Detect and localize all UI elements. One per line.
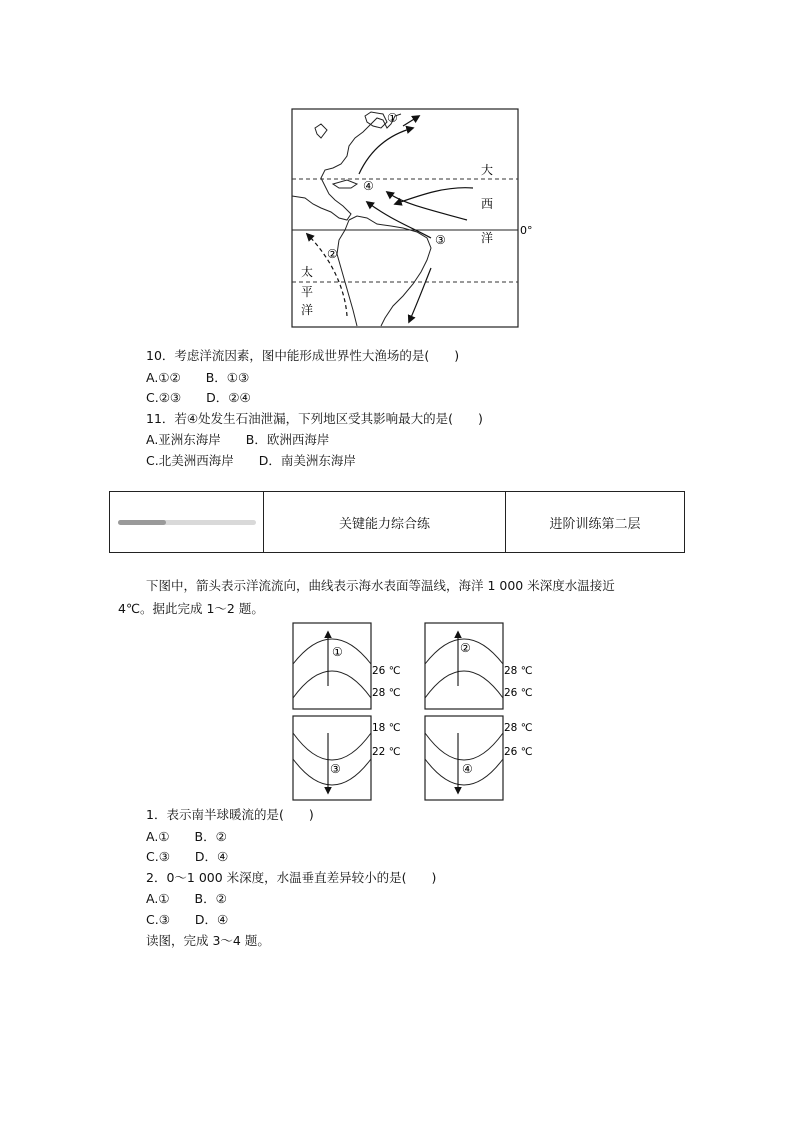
panel-3-temp-1: 18 ℃ [372,722,401,734]
banner-center-label: 关键能力综合练 [338,516,430,532]
current-mark-4: ④ [363,179,374,193]
current-mark-1: ① [387,111,398,125]
q2-stem: 2．0～1 000 米深度，水温垂直差异较小的是( ) [146,870,437,885]
q2-options-cd: C.③ D．④ [146,912,229,927]
q11-stem: 11．若④处发生石油泄漏，下列地区受其影响最大的是( ) [146,411,483,426]
q11-options-cd: C.北美洲西海岸 D．南美洲东海岸 [146,453,356,468]
pacific-label-3: 洋 [301,303,314,317]
q11-options-ab: A.亚洲东海岸 B．欧洲西海岸 [146,432,330,447]
panel-4-temp-1: 28 ℃ [504,722,533,734]
tail-instruction: 读图，完成 3～4 题。 [146,933,270,948]
panel-4-mark: ④ [462,762,473,776]
panel-1-temp-2: 28 ℃ [372,687,401,699]
panel-3-temp-2: 22 ℃ [372,746,401,758]
isotherm-panel-1 [292,622,402,710]
q10-stem: 10．考虑洋流因素，图中能形成世界性大渔场的是( ) [146,348,460,363]
atlantic-label-3: 洋 [481,231,494,245]
banner-center-title [264,492,506,552]
progress-bar [118,520,256,525]
progress-bar-fill [118,520,166,525]
panel-1-mark: ① [332,645,343,659]
banner-right-label: 进阶训练第二层 [549,516,641,532]
panel-2-temp-2: 26 ℃ [504,687,533,699]
q1-stem: 1．表示南半球暖流的是( ) [146,807,314,822]
q1-options-cd: C.③ D．④ [146,849,229,864]
section-banner [109,491,685,553]
banner-progress-cell [110,492,264,552]
panel-3-mark: ③ [330,762,341,776]
pacific-label-2: 平 [301,285,314,299]
panel-4-temp-2: 26 ℃ [504,746,533,758]
pacific-label-1: 太 [301,265,314,279]
current-mark-3: ③ [435,233,446,247]
panel-1-temp-1: 26 ℃ [372,665,401,677]
q2-options-ab: A.① B．② [146,891,227,906]
panel-2-temp-1: 28 ℃ [504,665,533,677]
banner-right-title [506,492,684,552]
atlantic-label-2: 西 [481,197,494,211]
intro-line-1: 下图中，箭头表示洋流流向，曲线表示海水表面等温线，海洋 1 000 米深度水温接近 [146,578,615,593]
isotherm-panel-3 [292,715,402,801]
panel-2-mark: ② [460,641,471,655]
q10-options-ab: A.①② B．①③ [146,370,250,385]
q1-options-ab: A.① B．② [146,829,227,844]
equator-label: 0° [520,224,533,237]
current-mark-2: ② [327,247,338,261]
ocean-current-map [291,108,537,330]
isotherm-panel-4 [424,715,534,801]
intro-line-2: 4℃。据此完成 1～2 题。 [118,601,264,616]
atlantic-label-1: 大 [481,163,494,177]
isotherm-panel-2 [424,622,534,710]
q10-options-cd: C.②③ D．②④ [146,390,251,405]
